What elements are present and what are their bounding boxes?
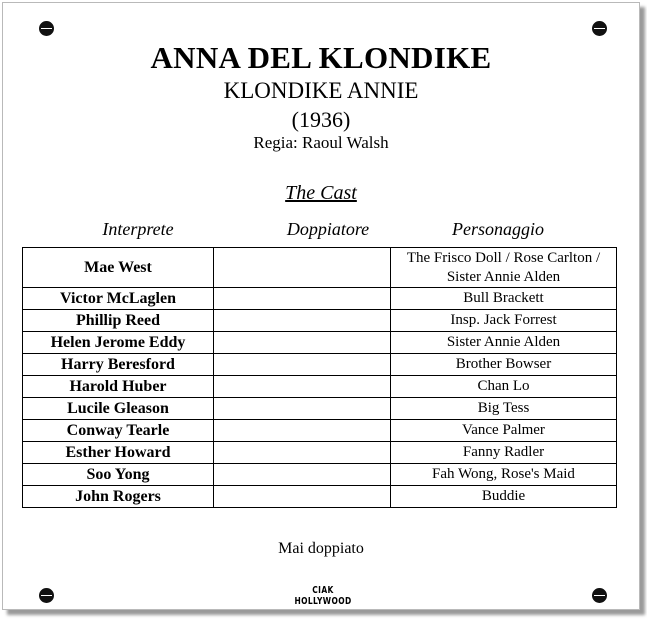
actor-cell: Conway Tearle	[23, 420, 214, 442]
role-cell: Big Tess	[391, 398, 617, 420]
original-title: KLONDIKE ANNIE	[223, 78, 419, 103]
section-title: The Cast	[285, 182, 357, 204]
role-cell: Sister Annie Alden	[391, 332, 617, 354]
plaque	[2, 2, 640, 610]
role-cell: Insp. Jack Forrest	[391, 310, 617, 332]
actor-cell: Harold Huber	[23, 376, 214, 398]
dubber-cell	[214, 354, 391, 376]
screw-icon	[39, 21, 54, 36]
dubber-cell	[214, 486, 391, 508]
table-row	[23, 288, 617, 310]
screw-icon	[39, 588, 54, 603]
dubber-cell	[214, 332, 391, 354]
role-cell: The Frisco Doll / Rose Carlton / Sister Annie Alden	[391, 248, 617, 288]
screw-icon	[592, 588, 607, 603]
table-row	[23, 332, 617, 354]
actor-cell: Soo Yong	[23, 464, 214, 486]
release-year: (1936)	[291, 107, 351, 132]
table-row	[23, 420, 617, 442]
dubber-cell	[214, 248, 391, 288]
ciak-hollywood-logo: CIAK HOLLYWOOD	[294, 585, 352, 607]
actor-cell: Lucile Gleason	[23, 398, 214, 420]
role-cell: Buddie	[391, 486, 617, 508]
director-credit: Regia: Raoul Walsh	[253, 133, 389, 152]
actor-cell: Victor McLaglen	[23, 288, 214, 310]
table-row	[23, 310, 617, 332]
actor-cell: Helen Jerome Eddy	[23, 332, 214, 354]
dubber-cell	[214, 442, 391, 464]
role-cell: Brother Bowser	[391, 354, 617, 376]
dubber-cell	[214, 398, 391, 420]
cast-table	[22, 247, 617, 508]
actor-cell: Mae West	[23, 248, 214, 288]
role-cell: Bull Brackett	[391, 288, 617, 310]
column-header-personaggio: Personaggio	[452, 219, 544, 239]
actor-cell: Phillip Reed	[23, 310, 214, 332]
column-header-doppiatore: Doppiatore	[286, 219, 370, 239]
role-cell: Fah Wong, Rose's Maid	[391, 464, 617, 486]
table-row	[23, 376, 617, 398]
role-cell: Fanny Radler	[391, 442, 617, 464]
table-row	[23, 248, 617, 288]
actor-cell: John Rogers	[23, 486, 214, 508]
table-row	[23, 486, 617, 508]
dubber-cell	[214, 464, 391, 486]
role-cell: Vance Palmer	[391, 420, 617, 442]
screw-icon	[592, 21, 607, 36]
table-row	[23, 442, 617, 464]
page-title: ANNA DEL KLONDIKE	[150, 40, 492, 75]
dubber-cell	[214, 288, 391, 310]
role-cell: Chan Lo	[391, 376, 617, 398]
column-header-interprete: Interprete	[102, 219, 174, 239]
table-row	[23, 354, 617, 376]
actor-cell: Harry Beresford	[23, 354, 214, 376]
dubber-cell	[214, 420, 391, 442]
dubber-cell	[214, 376, 391, 398]
dubber-cell	[214, 310, 391, 332]
actor-cell: Esther Howard	[23, 442, 214, 464]
dubbing-note: Mai doppiato	[278, 540, 364, 557]
table-row	[23, 464, 617, 486]
table-row	[23, 398, 617, 420]
